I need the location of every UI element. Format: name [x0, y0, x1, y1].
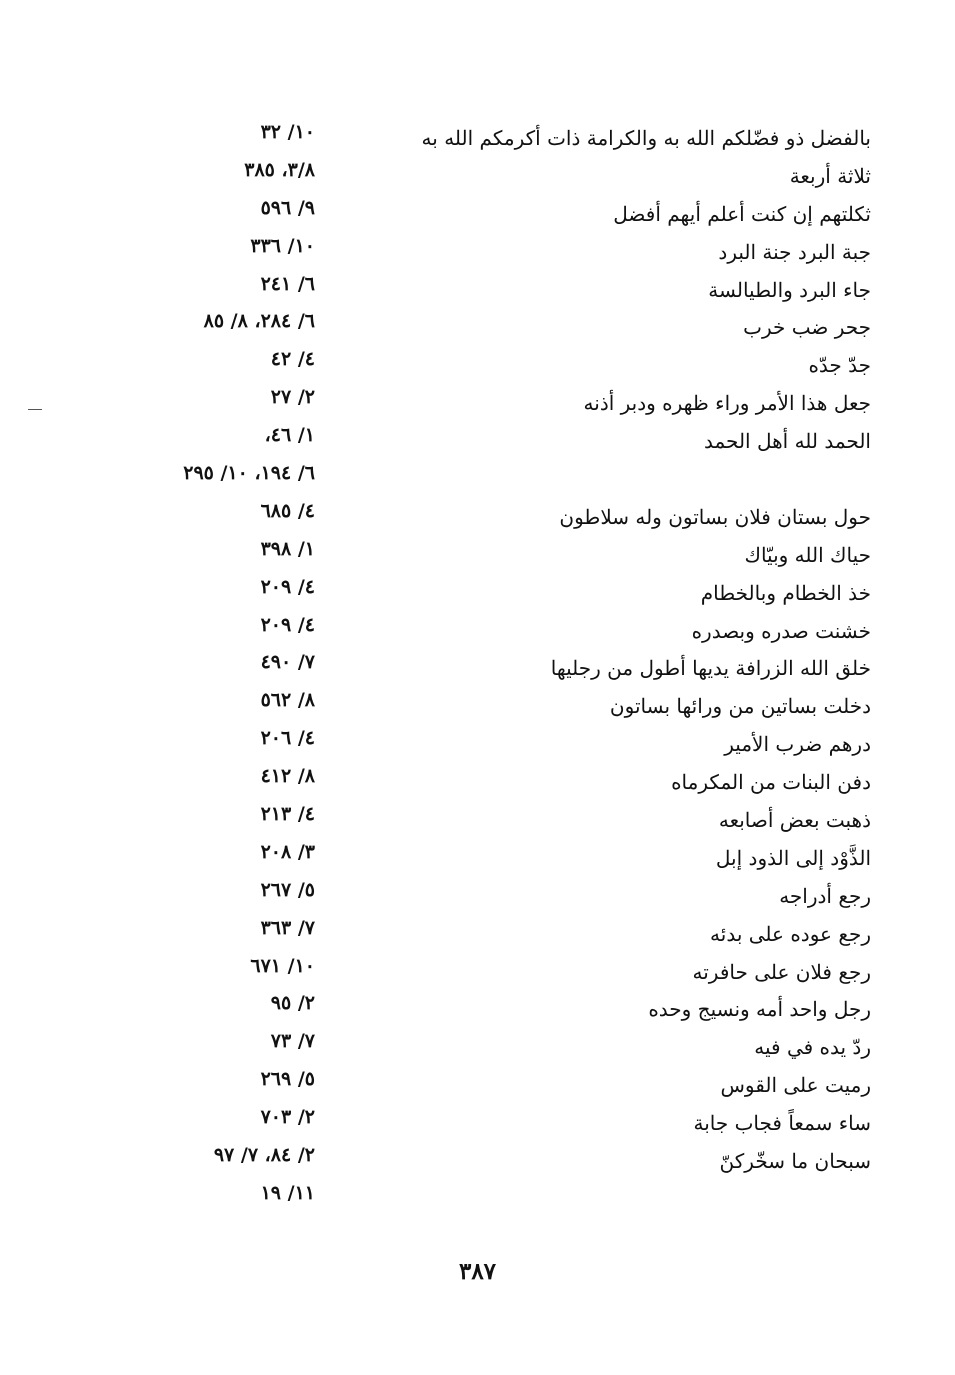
entry-reference: ٢/ ٨٤، ٧/ ٩٧	[213, 1144, 315, 1167]
index-entry	[0, 266, 955, 304]
entry-reference: ٨/ ٥٦٢	[260, 689, 315, 712]
index-entry	[0, 417, 955, 455]
entry-reference: ٢/ ٩٥	[270, 992, 315, 1015]
index-entry	[0, 228, 955, 266]
entry-phrase: حياك الله وبيّاك	[744, 542, 871, 567]
entry-phrase: رميت على القوس	[720, 1073, 871, 1098]
entry-phrase: خشنت صدره وبصدره	[691, 618, 871, 643]
entry-reference: ١٠/ ٣٣٦	[250, 234, 315, 257]
entry-phrase: دخلت بساتين من ورائها بساتون	[609, 694, 871, 719]
entry-phrase: رجع عوده على بدئه	[710, 921, 871, 946]
entry-reference: ٧/ ٣٦٣	[260, 916, 315, 939]
margin-dash	[28, 409, 42, 410]
entry-reference: ١١/ ١٩	[260, 1181, 315, 1204]
index-entry	[0, 531, 955, 569]
entry-phrase: جعل هذا الأمر وراء ظهره ودبر أذنه	[583, 391, 871, 416]
entry-phrase: جبة البرد جنة البرد	[718, 239, 871, 264]
entry-reference: ٢/ ٧٠٣	[260, 1106, 315, 1129]
entry-reference: ٧/ ٤٩٠	[260, 651, 315, 674]
entry-phrase: ساء سمعاً فجاب جابة	[693, 1111, 871, 1136]
entry-reference: ٦/ ٢٨٤، ٨/ ٨٥	[203, 310, 315, 333]
index-entry	[0, 569, 955, 607]
entry-phrase: بالفضل ذو فضّلكم الله به والكرامة ذات أكرمكم الله به	[421, 126, 871, 150]
entry-reference: ٩/ ٥٩٦	[260, 196, 315, 219]
index-entry	[0, 455, 955, 493]
index-entry	[0, 948, 955, 986]
entry-phrase: رجل واحد أمه ونسيج وحده	[648, 997, 871, 1022]
index-entry	[0, 985, 955, 1023]
index-entry	[0, 1175, 955, 1213]
index-entry	[0, 152, 955, 190]
entry-reference: ٦/ ٢٤١	[260, 272, 315, 295]
entry-phrase: ذهبت بعض أصابعه	[718, 808, 871, 833]
entry-phrase: الذَّوْد إلى الذود إبل	[715, 845, 871, 870]
page-number: ٣٨٧	[458, 1258, 497, 1285]
entry-reference: ٣/٨، ٣٨٥	[244, 158, 315, 181]
index-entry	[0, 834, 955, 872]
index-entry	[0, 872, 955, 910]
entry-phrase: درهم ضرب الأمير	[724, 732, 871, 757]
index-entry	[0, 720, 955, 758]
entry-phrase: رجع أدراجه	[779, 883, 871, 908]
index-entry	[0, 114, 955, 152]
entry-reference: ٨/ ٤١٢	[260, 765, 315, 788]
index-entry	[0, 1099, 955, 1137]
entry-phrase: الحمد لله أهل الحمد	[703, 429, 871, 454]
entry-reference: ١٠/ ٦٧١	[250, 954, 315, 977]
index-entry	[0, 190, 955, 228]
entry-reference: ٣/ ٢٠٨	[260, 840, 315, 863]
entry-reference: ٢/ ٢٧	[270, 386, 315, 409]
entry-phrase: ثلاثة أربعة	[789, 163, 871, 188]
entry-phrase: دفن البنات من المكرماه	[671, 770, 871, 795]
index-entry	[0, 303, 955, 341]
entry-reference: ٤/ ٦٨٥	[260, 499, 315, 522]
entry-phrase: حول بستان فلان بساتون وله سلاطون	[559, 504, 871, 529]
entry-reference: ١٠/ ٣٢	[260, 121, 315, 143]
index-entry	[0, 493, 955, 531]
index-entry	[0, 379, 955, 417]
entry-reference: ٤/ ٤٢	[270, 348, 315, 371]
entry-phrase: جاء البرد والطيالسة	[708, 277, 871, 302]
entry-reference: ٤/ ٢٠٩	[260, 575, 315, 598]
entry-reference: ٥/ ٢٦٩	[260, 1068, 315, 1091]
index-entry	[0, 910, 955, 948]
index-entry	[0, 644, 955, 682]
entry-reference: ٦/ ١٩٤، ١٠/ ٢٩٥	[183, 462, 315, 485]
entry-reference: ٥/ ٢٦٧	[260, 878, 315, 901]
entry-reference: ٤/ ٢٠٩	[260, 613, 315, 636]
entry-phrase: خذ الخطام وبالخطام	[700, 580, 871, 605]
index-entry	[0, 682, 955, 720]
entry-phrase: جحر ضب خرب	[743, 315, 871, 340]
index-entries	[0, 114, 955, 1213]
entry-phrase: جدّ جدّه	[808, 353, 871, 378]
index-entry	[0, 1023, 955, 1061]
entry-reference: ١/ ٤٦،	[264, 424, 315, 447]
entry-phrase: رجع فلان على حافرته	[692, 959, 871, 984]
entry-phrase: ثكلتهم إن كنت أعلم أيهم أفضل	[613, 201, 871, 226]
index-entry	[0, 607, 955, 645]
index-entry	[0, 796, 955, 834]
entry-reference: ٤/ ٢٠٦	[260, 727, 315, 750]
index-entry	[0, 1137, 955, 1175]
entry-reference: ١/ ٣٩٨	[260, 537, 315, 560]
index-entry	[0, 758, 955, 796]
entry-phrase: سبحان ما سخّركنّ	[719, 1149, 871, 1174]
index-entry	[0, 1061, 955, 1099]
entry-reference: ٧/ ٧٣	[270, 1030, 315, 1053]
entry-phrase: خلق الله الزرافة يديها أطول من رجليها	[550, 656, 871, 681]
entry-reference: ٤/ ٢١٣	[260, 803, 315, 826]
index-entry	[0, 341, 955, 379]
entry-phrase: ردّ يده في فيه	[754, 1035, 871, 1060]
